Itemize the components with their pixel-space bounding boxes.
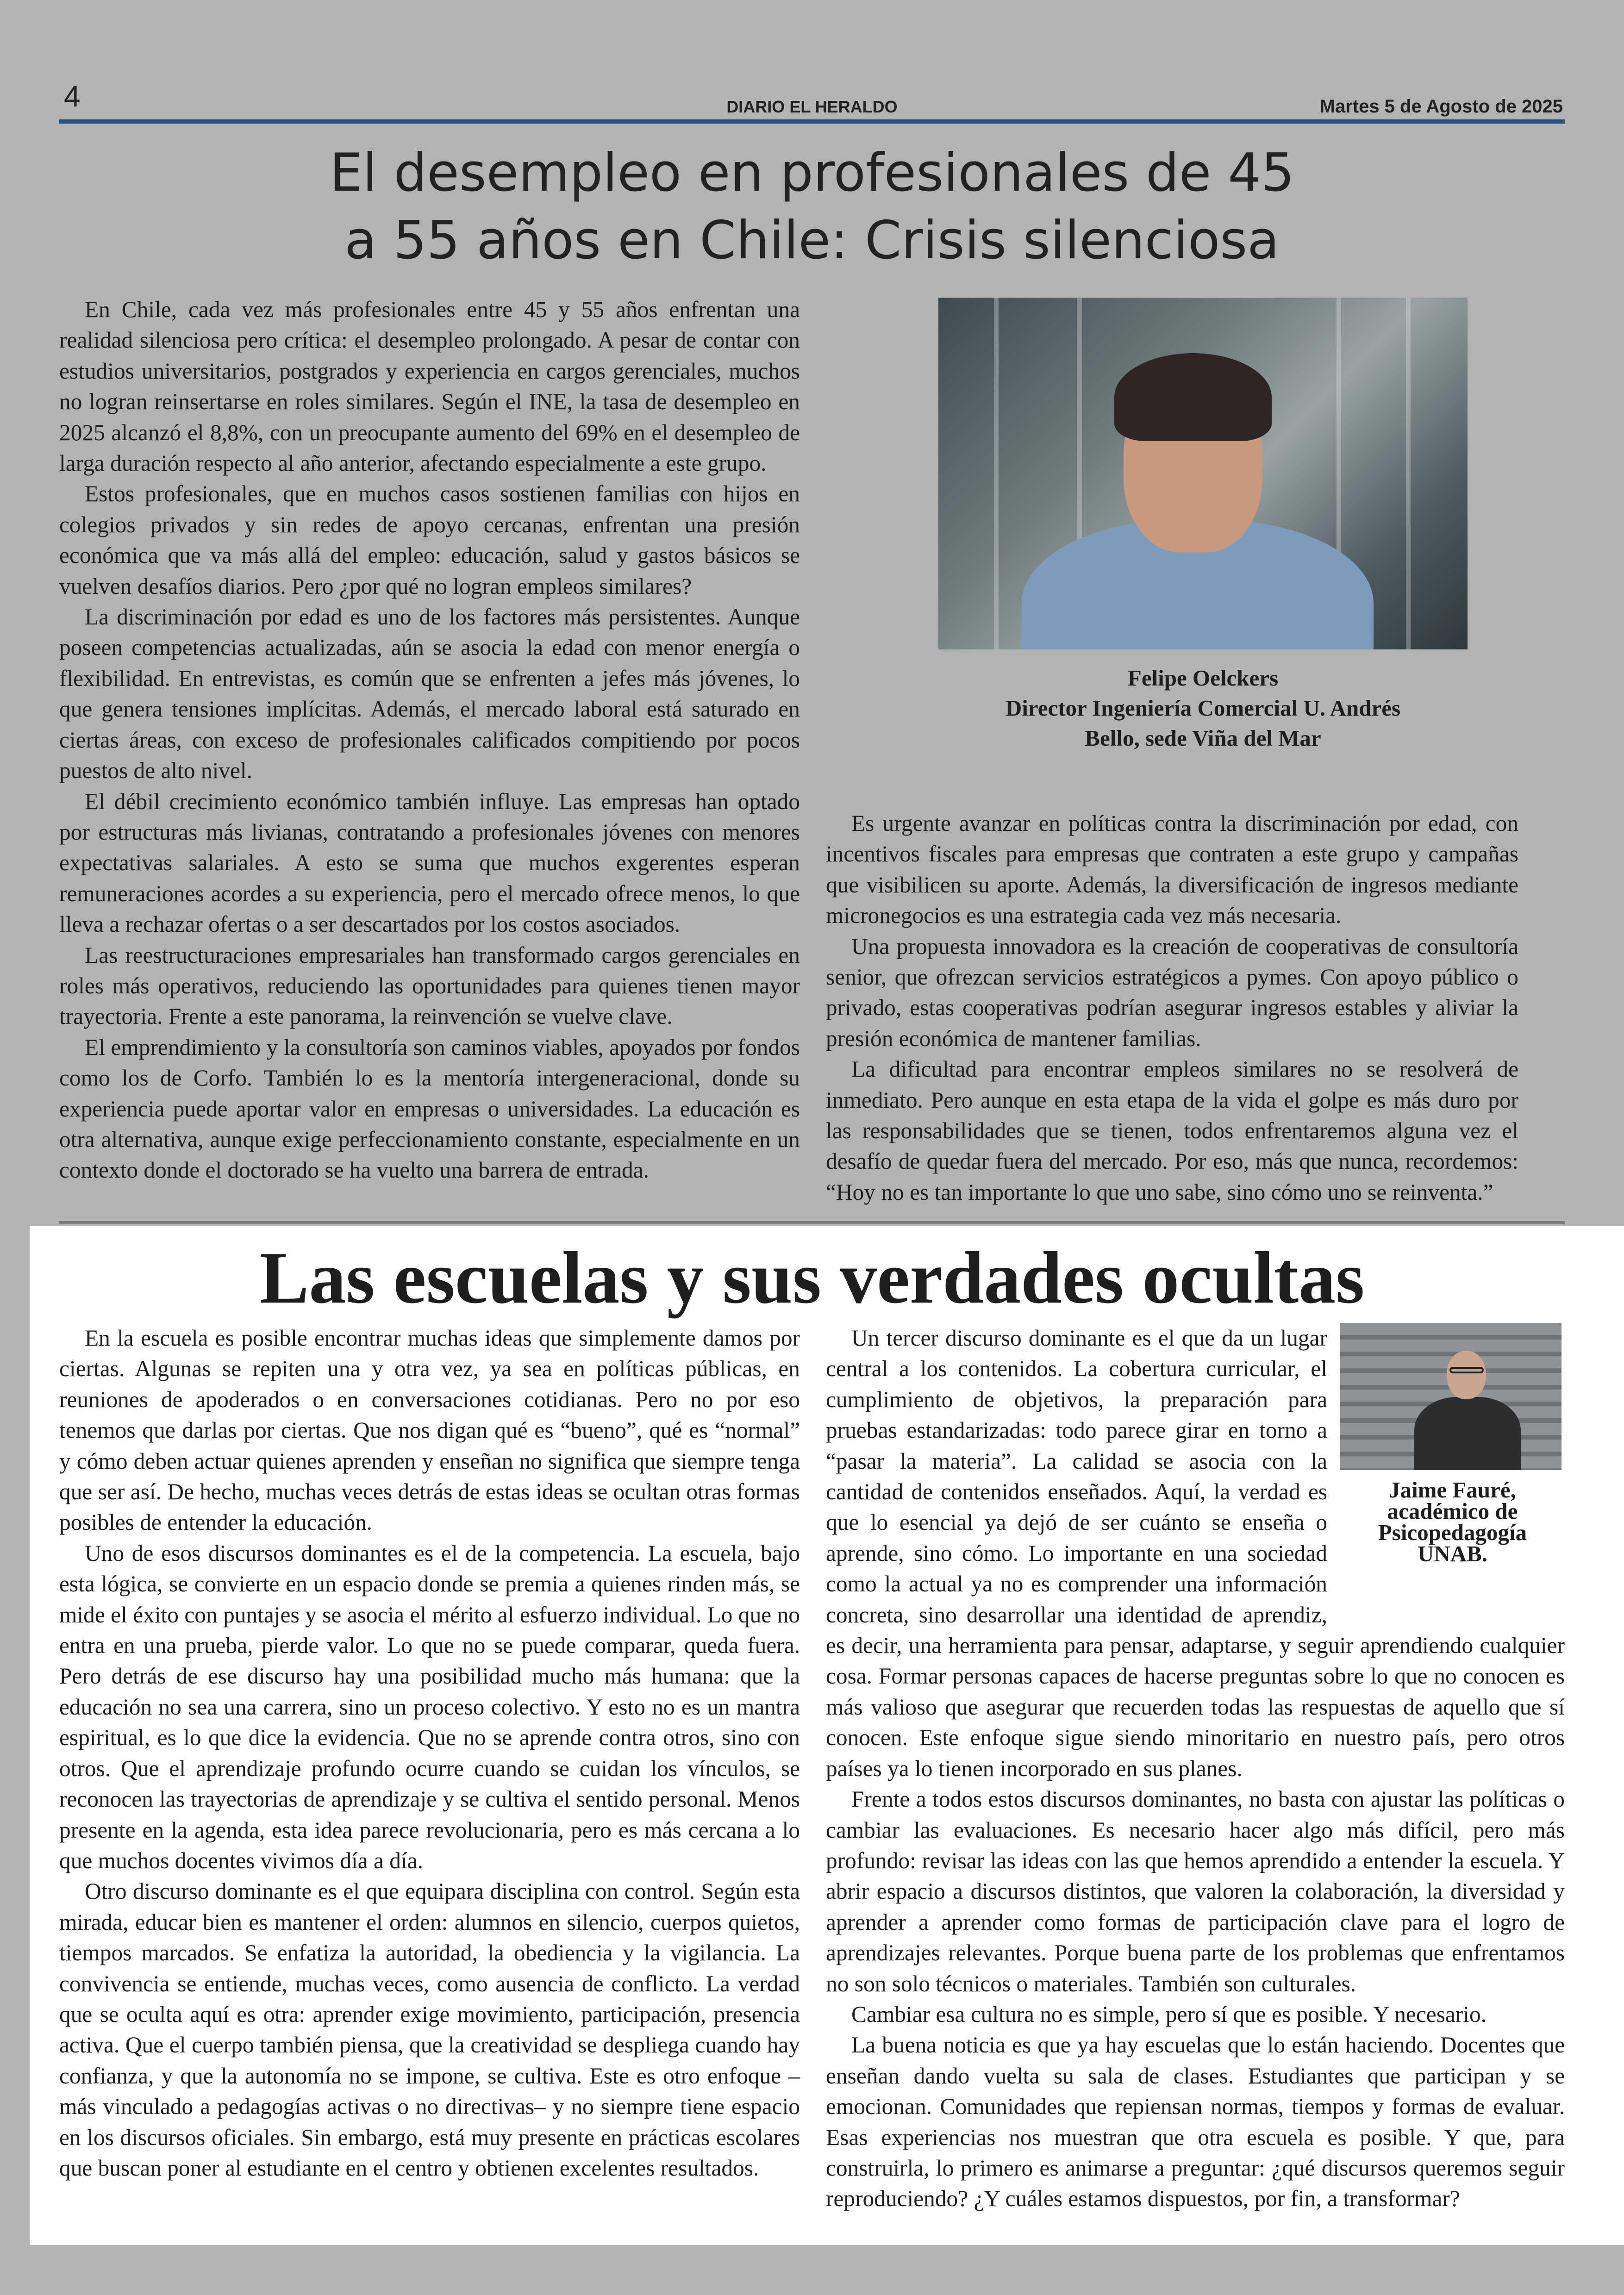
paragraph: Cambiar esa cultura no es simple, pero sí que es posible. Y necesario.: [851, 2001, 1487, 2027]
article2-author-photo: [1340, 1323, 1562, 1470]
article2-photo-block: [1340, 1323, 1565, 1604]
page-number: 4: [64, 80, 81, 113]
paragraph: Estos profesionales, que en muchos casos sostienen familias con hijos en colegios privados y sin redes de apoyo cercanas, enfrentan una presión económica que va más allá del empleo: educación, salud y gastos básicos se vuelven desafíos diarios. Pero ¿por qué no logran empleos similares?: [59, 481, 800, 599]
article1-left-column: [59, 294, 800, 1186]
paragraph: Frente a todos estos discursos dominantes, no basta con ajustar las políticas o cambiar las evaluaciones. Es necesario hacer algo más difícil, pero más profundo: revisar las ideas con las que hemos aprendido a entender la escuela. Y abrir espacio a discursos distintos, que valoren la colaboración, la diversidad y aprender a aprender como formas de participación clave para el logro de aprendizajes relevantes. Porque buena parte de los problemas que enfrentamos no son solo técnicos o materiales. También son culturales.: [826, 1786, 1565, 1996]
paragraph: En la escuela es posible encontrar muchas ideas que simplemente damos por ciertas. Algunas se repiten una y otra vez, ya sea en políticas públicas, en reuniones de apoderados o en conversaciones cotidianas. Pero no por eso tenemos que darlas por ciertas. Que nos digan qué es “bueno”, qué es “normal” y cómo deben actuar quienes aprenden y enseñan no significa que siempre tenga que ser así. De hecho, muchas veces detrás de estas ideas se ocultan otras formas posibles de entender la educación.: [59, 1325, 800, 1535]
article1-right-column: [826, 808, 1518, 1208]
article2-left-column: [59, 1323, 800, 2183]
paragraph: La buena noticia es que ya hay escuelas que lo están haciendo. Docentes que enseñan dando vuelta su sala de clases. Estudiantes que participan y se emocionan. Comunidades que repiensan normas, tiempos y formas de evaluar. Esas experiencias nos muestran que otra escuela es posible. Y que, para construirla, lo primero es animarse a preguntar: ¿qué discursos queremos seguir reproduciendo? ¿Y cuáles estamos dispuestos, por fin, a transformar?: [826, 2032, 1565, 2212]
paragraph: Las reestructuraciones empresariales han transformado cargos gerenciales en roles más operativos, reduciendo las oportunidades para quienes tienen mayor trayectoria. Frente a este panorama, la reinvención se vuelve clave.: [59, 942, 800, 1029]
paragraph: Otro discurso dominante es el que equipara disciplina con control. Según esta mirada, educar bien es mantener el orden: alumnos en silencio, cuerpos quietos, tiempos marcados. Se enfatiza la autoridad, la obediencia y la vigilancia. La convivencia se entiende, muchas veces, como ausencia de conflicto. La verdad que se oculta aquí es otra: aprender exige movimiento, participación, presencia activa. Que el cuerpo también piensa, que la creatividad se despliega cuando hay confianza, y que la autonomía no se impone, se cultiva. Este es otro enfoque –más vinculado a pedagogías activas o no directivas– y no siempre tiene espacio en los discursos oficiales. Sin embargo, está muy presente en prácticas escolares que buscan poner al estudiante en el centro y obtienen excelentes resultados.: [59, 1878, 800, 2181]
caption-line: Psicopedagogía: [1378, 1520, 1527, 1545]
article2-right-column: [826, 1323, 1565, 2214]
caption-line: Bello, sede Viña del Mar: [1085, 725, 1321, 751]
caption-line: Director Ingeniería Comercial U. Andrés: [1005, 695, 1401, 721]
section-divider: [59, 1221, 1565, 1224]
paragraph: Uno de esos discursos dominantes es el de la competencia. La escuela, bajo esta lógica, se convierte en un espacio donde se premia a quienes rinden más, se mide el éxito con puntajes y se asocia el mérito al esfuerzo individual. Lo que no entra en una prueba, pierde valor. Lo que no se puede comparar, queda fuera. Pero detrás de ese discurso hay una posibilidad mucho más humana: que la educación no sea una carrera, sino un proceso colectivo. Y esto no es un mantra espiritual, es lo que dice la evidencia. Que no se aprende contra otros, sino con otros. Que el aprendizaje profundo ocurre cuando se cuidan los vínculos, se reconocen las trayectorias de aprendizaje y se cultiva el sentido personal. Menos presente en la agenda, esta idea parece revolucionaria, pero es más cercana a lo que muchos docentes vivimos día a día.: [59, 1540, 800, 1873]
article1-author-photo: [938, 298, 1468, 649]
paragraph: En Chile, cada vez más profesionales entre 45 y 55 años enfrentan una realidad silenciosa pero crítica: el desempleo prolongado. A pesar de contar con estudios universitarios, postgrados y experiencia en cargos gerenciales, muchos no logran reinsertarse en roles similares. Según el INE, la tasa de desempleo en 2025 alcanzó el 8,8%, con un preocupante aumento del 69% en el desempleo de larga duración respecto al año anterior, afectando especialmente a este grupo.: [59, 297, 800, 476]
article2-photo-caption: [1340, 1479, 1565, 1565]
caption-line: Jaime Fauré,: [1389, 1477, 1516, 1503]
paragraph: El emprendimiento y la consultoría son caminos viables, apoyados por fondos como los de Corfo. También lo es la mentoría intergeneracional, donde su experiencia puede aportar valor en empresas o universidades. La educación es otra alternativa, aunque exige perfeccionamiento constante, especialmente en un contexto donde el doctorado se ha vuelto una barrera de entrada.: [59, 1034, 800, 1183]
article2-title: Las escuelas y sus verdades ocultas: [259, 1236, 1365, 1319]
article1-photo-caption: [938, 663, 1468, 753]
article1-title: [139, 139, 1485, 274]
paragraph: Una propuesta innovadora es la creación de cooperativas de consultoría senior, que ofrezcan servicios estratégicos a pymes. Con apoyo público o privado, estas cooperativas podrían asegurar ingresos estables y aliviar la presión económica de mantener familias.: [826, 933, 1518, 1051]
issue-date: Martes 5 de Agosto de 2025: [1319, 96, 1563, 117]
article1-title-line1: El desempleo en profesionales de 45: [329, 142, 1295, 203]
caption-line: Felipe Oelckers: [1127, 665, 1279, 691]
paragraph: Es urgente avanzar en políticas contra la discriminación por edad, con incentivos fiscales para empresas que contraten a este grupo y campañas que visibilicen su aporte. Además, la diversificación de ingresos mediante micronegocios es una estrategia cada vez más necesaria.: [826, 811, 1518, 929]
paragraph: La discriminación por edad es uno de los factores más persistentes. Aunque poseen competencias actualizadas, aún se asocia la edad con menor energía o flexibilidad. En entrevistas, es común que se enfrenten a jefes más jóvenes, lo que genera tensiones implícitas. Además, el mercado laboral está saturado en ciertas áreas, con exceso de profesionales calificados compitiendo por pocos puestos de alto nivel.: [59, 604, 800, 784]
paragraph: La dificultad para encontrar empleos similares no se resolverá de inmediato. Pero aunque en esta etapa de la vida el golpe es más duro por las responsabilidades que se tienen, todos enfrentaremos alguna vez el desafío de quedar fuera del mercado. Por eso, más que nunca, recordemos: “Hoy no es tan importante lo que uno sabe, sino cómo uno se reinventa.”: [826, 1056, 1518, 1205]
article1-title-line2: a 55 años en Chile: Crisis silenciosa: [344, 210, 1280, 271]
header-rule: [59, 119, 1565, 124]
caption-line: UNAB.: [1417, 1541, 1488, 1566]
newspaper-name: DIARIO EL HERALDO: [726, 97, 898, 116]
paragraph: Un tercer discurso dominante es el que da un lugar central a los contenidos. La cobertura curricular, el cumplimiento de objetivos, la preparación para pruebas estandarizadas: todo parece girar en torno a “pasar la materia”. La calidad se asocia con la cantidad de contenidos enseñados. Aquí, la verdad es que lo esencial ya dejó de ser cuánto se enseña o aprende, sino cómo. Lo importante en una sociedad como la actual ya no es comprender una información concreta, sino desarrollar una identidad de aprendiz, es decir, una herramienta para pensar, adaptarse, y seguir aprendiendo cualquier cosa. Formar personas capaces de hacerse preguntas sobre lo que no conocen es más valioso que asegurar que recuerden todas las respuestas de aquello que sí conocen. Este enfoque sigue siendo minoritario en nuestro país, pero otros países ya lo tienen incorporado en sus planes.: [826, 1325, 1565, 1781]
caption-line: académico de: [1387, 1498, 1518, 1524]
paragraph: El débil crecimiento económico también influye. Las empresas han optado por estructuras más livianas, contratando a profesionales jóvenes con menores expectativas salariales. A esto se suma que muchos exgerentes esperan remuneraciones acordes a su experiencia, pero el mercado ofrece menos, lo que lleva a rechazar ofertas o a ser descartados por los costos asociados.: [59, 788, 800, 937]
